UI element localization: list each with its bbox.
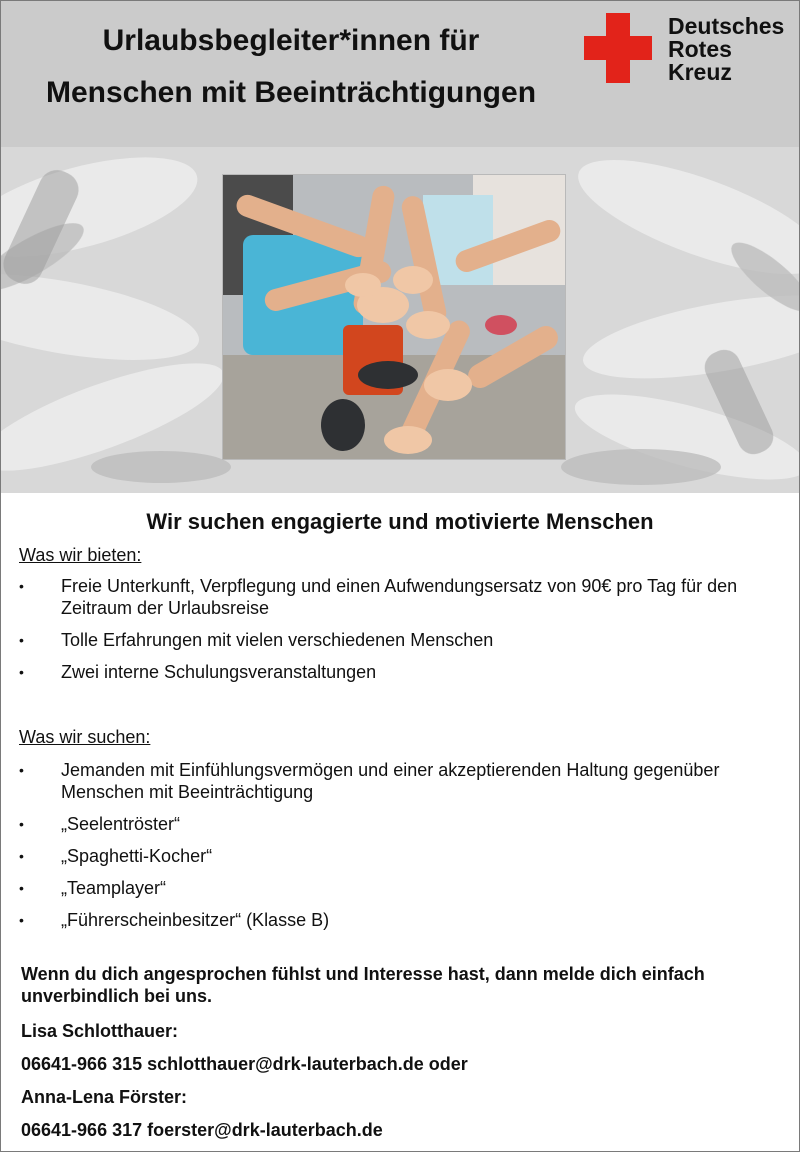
seek-label: Was wir suchen: xyxy=(19,727,151,747)
list-item xyxy=(1,909,799,931)
seek-item-1: Jemanden mit Einfühlungsvermögen und einer akzeptierenden Haltung gegenüber Menschen mit Beeinträchtigung xyxy=(61,760,720,802)
bullet-icon: • xyxy=(19,632,24,648)
list-item xyxy=(1,813,799,835)
offer-item-2: Tolle Erfahrungen mit vielen verschiedenen Menschen xyxy=(61,630,494,650)
hands-together-photo xyxy=(223,175,565,459)
bullet-icon: • xyxy=(19,880,24,896)
offer-item-3: Zwei interne Schulungsveranstaltungen xyxy=(61,662,377,682)
list-item xyxy=(1,877,799,899)
list-item xyxy=(1,845,799,867)
bullet-icon: • xyxy=(19,912,24,928)
logo-line-2: Rotes xyxy=(668,36,732,62)
contact-person-1-name: Lisa Schlotthauer: xyxy=(21,1021,179,1041)
headline: Wir suchen engagierte und motivierte Menschen xyxy=(146,509,654,534)
contact-person-2-name: Anna-Lena Förster: xyxy=(21,1087,188,1107)
seek-item-2: „Seelentröster“ xyxy=(61,814,181,834)
title-line-1: Urlaubsbegleiter*innen für xyxy=(102,24,480,57)
title-line-2: Menschen mit Beeinträchtigungen xyxy=(45,76,537,109)
logo-line-3: Kreuz xyxy=(668,59,732,85)
bullet-icon: • xyxy=(19,762,24,778)
offer-item-1: Freie Unterkunft, Verpflegung und einen Aufwendungsersatz von 90€ pro Tag für den Zeitraum der Urlaubsreise xyxy=(61,576,738,618)
seek-item-4: „Teamplayer“ xyxy=(61,878,167,898)
bullet-icon: • xyxy=(19,664,24,680)
list-item xyxy=(1,629,799,651)
red-cross-icon xyxy=(584,13,652,83)
bullet-icon: • xyxy=(19,816,24,832)
list-item xyxy=(1,661,799,683)
contact-person-1-details: 06641-966 315 schlotthauer@drk-lauterbach.de oder xyxy=(21,1054,468,1074)
page-title xyxy=(1,15,581,119)
hero-band xyxy=(1,147,799,493)
drk-logo xyxy=(584,13,799,85)
bullet-icon: • xyxy=(19,848,24,864)
logo-wordmark xyxy=(668,15,784,84)
list-item xyxy=(1,575,799,619)
offer-label: Was wir bieten: xyxy=(19,545,142,565)
offer-list xyxy=(1,575,799,683)
header-bar xyxy=(1,1,799,147)
list-item xyxy=(1,759,799,803)
contact-person-2-details: 06641-966 317 foerster@drk-lauterbach.de xyxy=(21,1120,383,1140)
seek-list xyxy=(1,759,799,931)
logo-line-1: Deutsches xyxy=(668,13,785,39)
contact-intro: Wenn du dich angesprochen fühlst und Interesse hast, dann melde dich einfach unverbindlich bei uns. xyxy=(21,964,705,1006)
seek-item-3: „Spaghetti-Kocher“ xyxy=(61,846,213,866)
bullet-icon: • xyxy=(19,578,24,594)
seek-item-5: „Führerscheinbesitzer“ (Klasse B) xyxy=(61,910,330,930)
